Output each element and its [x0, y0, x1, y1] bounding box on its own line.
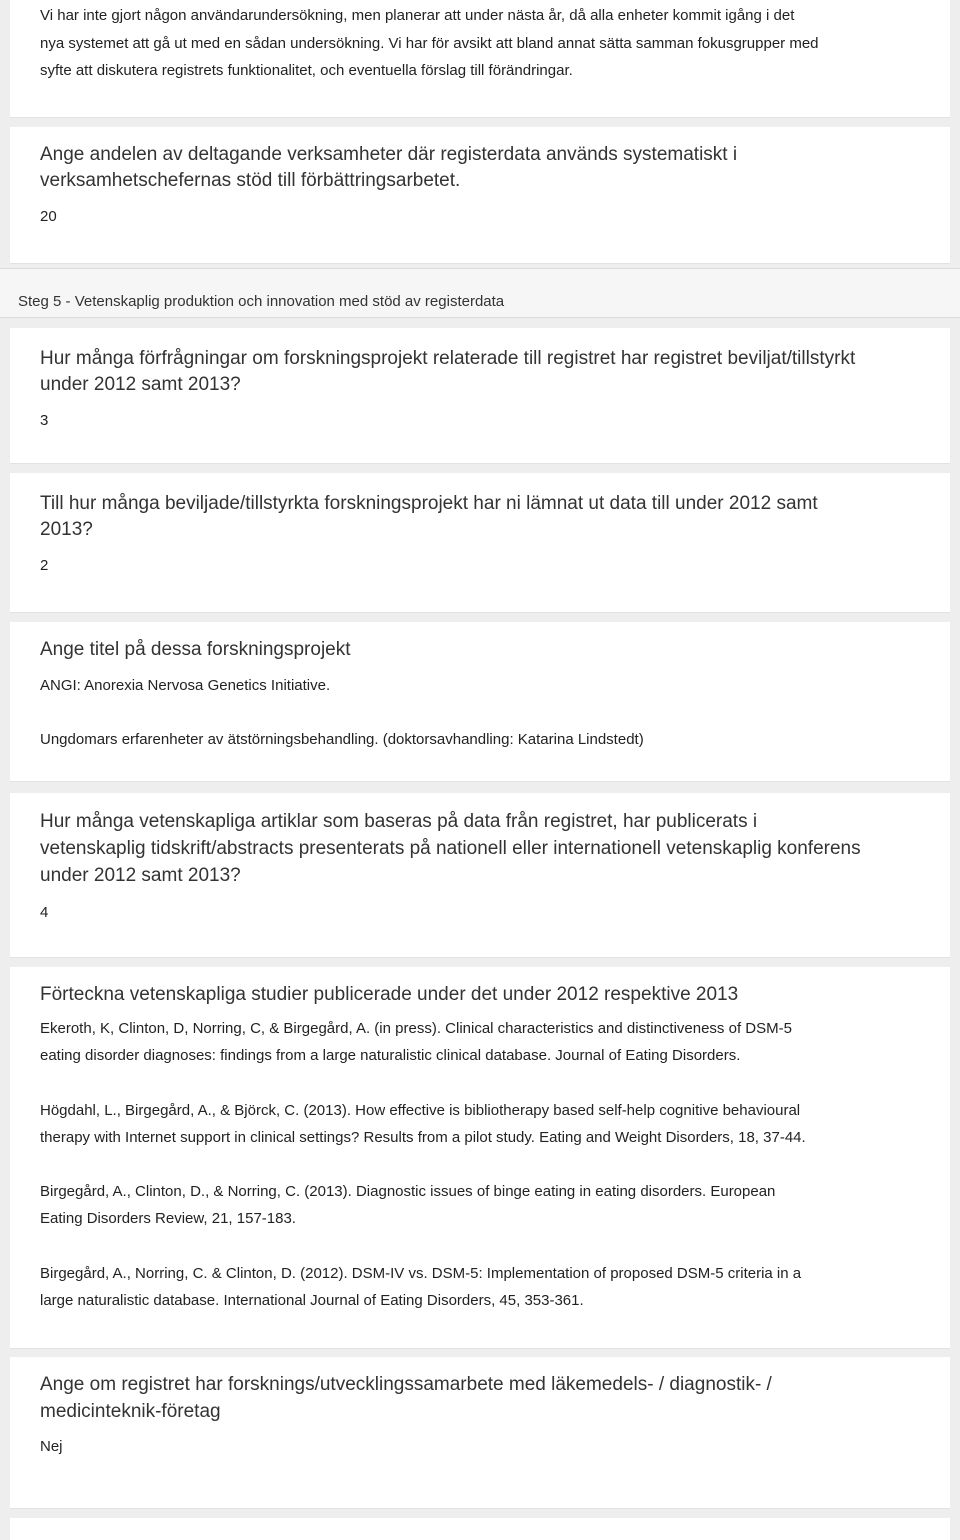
- question-text: verksamhetschefernas stöd till förbättringsarbetet.: [40, 170, 461, 191]
- question-text: under 2012 samt 2013?: [40, 865, 241, 886]
- question-text: Hur många förfrågningar om forskningsprojekt relaterade till registret har registret beviljat/tillstyrkt: [40, 348, 856, 369]
- question-text: under 2012 samt 2013?: [40, 374, 241, 395]
- question-text: Ange titel på dessa forskningsprojekt: [40, 639, 351, 660]
- intro-line: Vi har inte gjort någon användarundersökning, men planerar att under nästa år, då alla enheter kommit igång i det: [40, 7, 795, 24]
- section-header-step-5: [0, 268, 960, 318]
- question-text: medicinteknik-företag: [40, 1401, 221, 1422]
- question-card-studies-list: [10, 967, 950, 1349]
- question-text: Till hur många beviljade/tillstyrkta forskningsprojekt har ni lämnat ut data till under 2012 samt: [40, 493, 818, 514]
- question-text: 2013?: [40, 519, 93, 540]
- next-card-partial: [10, 1518, 950, 1540]
- answer-value: 20: [40, 208, 57, 225]
- answer-line: ANGI: Anorexia Nervosa Genetics Initiative.: [40, 677, 331, 694]
- answer-value: 4: [40, 904, 49, 921]
- answer-value: 2: [40, 557, 49, 574]
- question-text: Förteckna vetenskapliga studier publicerade under det under 2012 respektive 2013: [40, 984, 739, 1005]
- question-card-project-titles: [10, 622, 950, 782]
- question-card-systematic-use: [10, 127, 950, 264]
- question-text: Ange om registret har forsknings/utvecklingssamarbete med läkemedels- / diagnostik- /: [40, 1374, 772, 1395]
- reference-line: Birgegård, A., Clinton, D., & Norring, C. (2013). Diagnostic issues of binge eating in eating disorders. European: [40, 1183, 776, 1200]
- question-text: Ange andelen av deltagande verksamheter där registerdata används systematiskt i: [40, 144, 738, 165]
- question-card-research-requests: [10, 328, 950, 464]
- intro-line: nya systemet att gå ut med en sådan undersökning. Vi har för avsikt att bland annat sätta samman fokusgrupper med: [40, 35, 819, 52]
- reference-line: large naturalistic database. International Journal of Eating Disorders, 45, 353-361.: [40, 1292, 584, 1309]
- reference-line: Birgegård, A., Norring, C. & Clinton, D. (2012). DSM-IV vs. DSM-5: Implementation of proposed DSM-5 criteria in a: [40, 1265, 802, 1282]
- question-card-articles: [10, 793, 950, 958]
- answer-value: Nej: [40, 1438, 63, 1455]
- intro-card: [10, 0, 950, 118]
- reference-line: eating disorder diagnoses: findings from a large naturalistic clinical database. Journal of Eating Disorders.: [40, 1047, 741, 1064]
- answer-value: 3: [40, 412, 49, 429]
- question-card-data-released: [10, 473, 950, 613]
- answer-line: Ungdomars erfarenheter av ätstörningsbehandling. (doktorsavhandling: Katarina Lindstedt): [40, 731, 644, 748]
- reference-line: Högdahl, L., Birgegård, A., & Björck, C. (2013). How effective is bibliotherapy based self-help cognitive behavioural: [40, 1102, 801, 1119]
- section-title: Steg 5 - Vetenskaplig produktion och innovation med stöd av registerdata: [18, 293, 505, 310]
- question-text: vetenskaplig tidskrift/abstracts presenterats på nationell eller internationell vetenskaplig konferens: [40, 838, 861, 859]
- question-card-industry-collaboration: [10, 1357, 950, 1509]
- reference-line: Ekeroth, K, Clinton, D, Norring, C, & Birgegård, A. (in press). Clinical characteristics and distinctiveness of DSM-5: [40, 1020, 792, 1037]
- reference-line: therapy with Internet support in clinical settings? Results from a pilot study. Eating and Weight Disorders, 18, 37-44.: [40, 1129, 806, 1146]
- question-text: Hur många vetenskapliga artiklar som baseras på data från registret, har publicerats i: [40, 811, 758, 832]
- intro-line: syfte att diskutera registrets funktionalitet, och eventuella förslag till förändringar.: [40, 62, 573, 79]
- reference-line: Eating Disorders Review, 21, 157-183.: [40, 1210, 296, 1227]
